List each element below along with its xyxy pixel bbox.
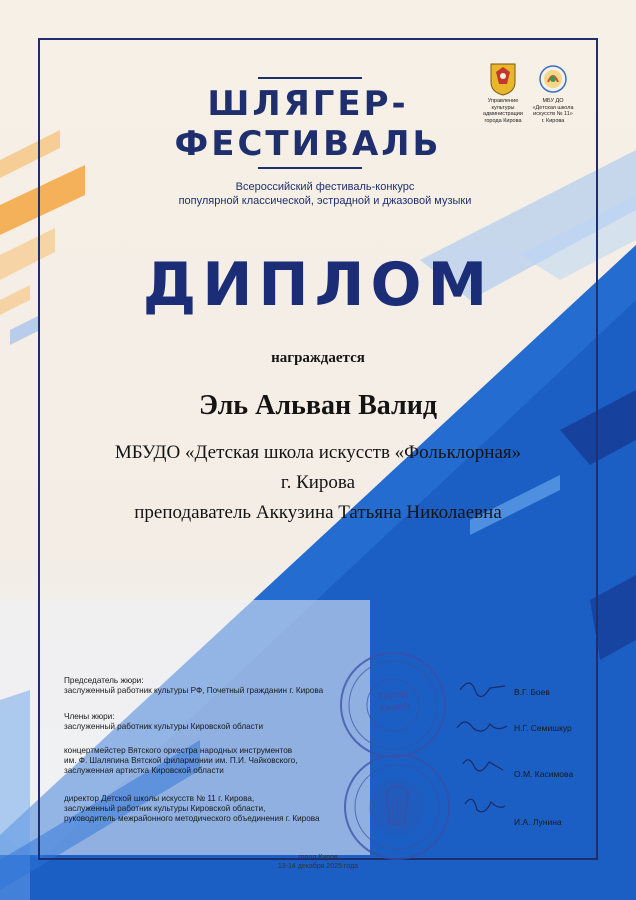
jury-member3-block: директор Детской школы искусств № 11 г. Кирова, заслуженный работник культуры Кировской области, руководитель межрайонного методического объединения г. Кирова — [64, 794, 320, 823]
jury-members-title: Члены жюри: — [64, 712, 115, 721]
festival-title-line2: ФЕСТИВАЛЬ — [174, 124, 442, 164]
city-stamp-text: Город Киров — [377, 688, 411, 716]
awarded-label: награждается — [271, 350, 365, 366]
bottom-rule — [258, 167, 362, 169]
school-logo-icon — [538, 64, 568, 94]
school-name: МБУДО «Детская школа искусств «Фольклорная» — [114, 442, 522, 463]
left-logo-caption: Управление культуры администрации города Кирова — [483, 98, 523, 124]
recipient-name: Эль Альван Валид — [198, 390, 438, 421]
footer-dates: 13-14 декабря 2025 года — [277, 863, 359, 870]
jury-member2-name: О.М. Касимова — [514, 769, 574, 779]
jury-chair-title: Председатель жюри: — [64, 676, 144, 685]
coat-of-arms-icon — [490, 62, 516, 96]
jury-chair-block — [64, 676, 384, 696]
jury-member1-block — [64, 712, 384, 732]
jury-member3-name: И.А. Лунина — [514, 817, 562, 827]
festival-subtitle-line1: Всероссийский фестиваль-конкурс — [235, 181, 415, 193]
festival-title-line1: ШЛЯГЕР- — [207, 84, 409, 124]
festival-subtitle-line2: популярной классической, эстрадной и джазовой музыки — [178, 195, 472, 207]
jury-chair-desc: заслуженный работник культуры РФ, Почетный гражданин г. Кирова — [64, 686, 324, 695]
right-logo-caption: МБУ ДО «Детская школа искусств № 11» г. Кирова — [532, 98, 574, 124]
footer-city: город Киров — [298, 854, 338, 861]
jury-member1-name: Н.Г. Семишкур — [514, 723, 572, 733]
signatures-icon — [455, 676, 510, 836]
diploma-heading: ДИПЛОМ — [142, 250, 494, 320]
school-stamp-icon — [342, 752, 452, 862]
school-city: г. Кирова — [280, 472, 356, 493]
jury-member2-block: концертмейстер Вятского оркестра народных инструментов им. Ф. Шаляпина Вятской филармонии им. П.И. Чайковского, заслуженная артистка Кировской области — [64, 746, 298, 775]
teacher-line: преподаватель Аккузина Татьяна Николаевна — [134, 502, 502, 523]
jury-chair-name: В.Г. Боев — [514, 687, 550, 697]
top-rule — [258, 77, 362, 79]
jury-member1-desc: заслуженный работник культуры Кировской области — [64, 722, 264, 731]
